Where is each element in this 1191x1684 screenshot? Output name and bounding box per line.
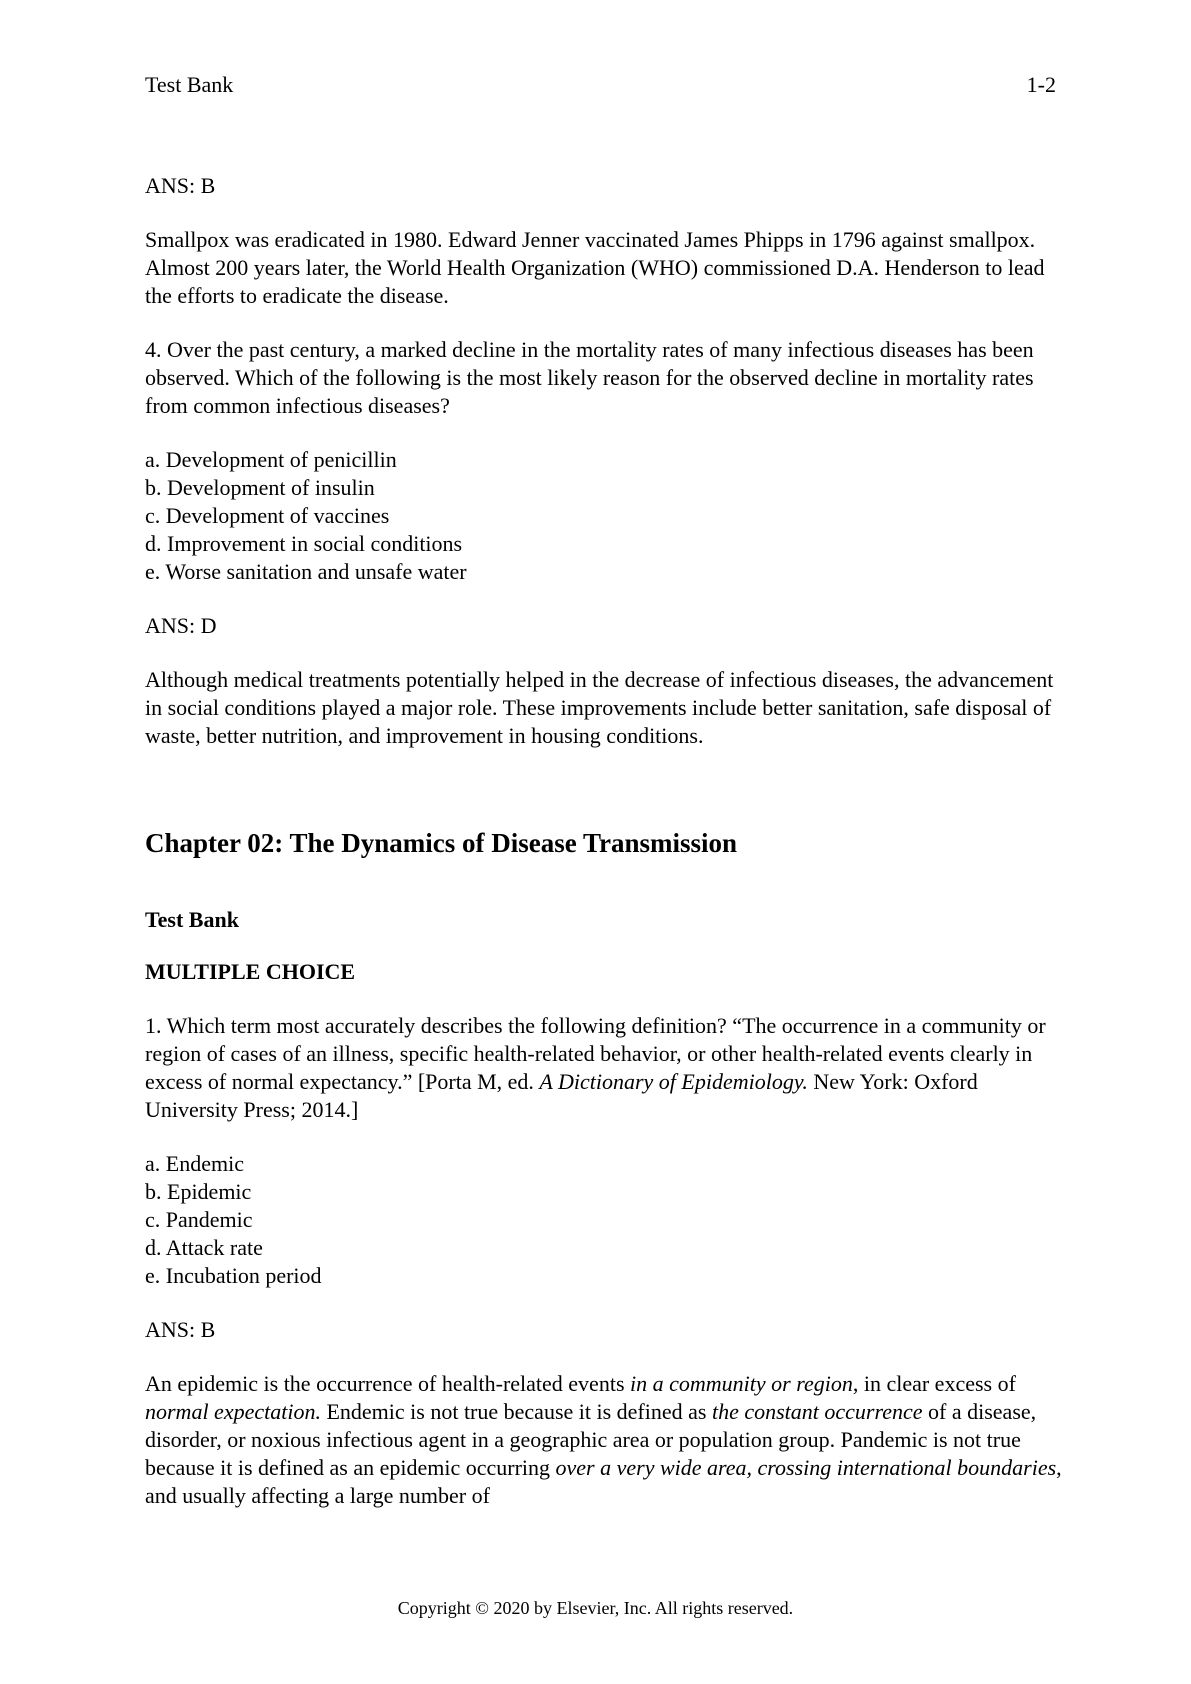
rationale-text: , and usually affecting a large number of [145,1455,1062,1508]
option-e: e. Incubation period [145,1263,322,1288]
rationale-q3: Smallpox was eradicated in 1980. Edward Jenner vaccinated James Phipps in 1796 against smallpox. Almost 200 years later, the World Health Organization (WHO) commissioned D.A. Henderson to lead the efforts to eradicate the disease. [145,227,1045,308]
question-1-stem-source: New York: Oxford University Press; 2014.] [145,1069,978,1122]
rationale-q1 [145,1370,1065,1510]
option-b: b. Epidemic [145,1179,252,1204]
option-d: d. Attack rate [145,1235,263,1260]
rationale-emphasis: the constant occurrence [711,1399,923,1424]
answer-q1: ANS: B [145,1317,216,1342]
answer-q4: ANS: D [145,613,217,638]
page-number: 1-2 [1026,72,1056,97]
question-4-stem: 4. Over the past century, a marked decline in the mortality rates of many infectious diseases has been observed. Which of the following is the most likely reason for the observed decline in mortality rates from common infectious diseases? [145,337,1034,418]
question-4-options [145,446,1065,586]
page-body [145,172,1065,1510]
option-a: a. Endemic [145,1151,244,1176]
rationale-emphasis: in a community or region [630,1371,853,1396]
question-1-options [145,1150,1065,1290]
question-1-stem-text: 1. Which term most accurately describes the following definition? “The occurrence in a community or region of cases of an illness, specific health-related behavior, or other health-related events clearly in excess of normal expectancy.” [Porta M, ed. [145,1013,1046,1094]
option-c: c. Development of vaccines [145,503,390,528]
question-1-stem [145,1012,1065,1124]
option-a: a. Development of penicillin [145,447,397,472]
option-c: c. Pandemic [145,1207,253,1232]
section-test-bank: Test Bank [145,907,239,932]
rationale-emphasis: over a very wide area, crossing international boundaries [555,1455,1057,1480]
rationale-emphasis: normal expectation. [145,1399,321,1424]
rationale-text: of a disease, disorder, or noxious infectious agent in a geographic area or population group. Pandemic is not true because it is defined as an epidemic occurring [145,1399,1037,1480]
rationale-text: , in clear excess of [852,1371,1016,1396]
option-b: b. Development of insulin [145,475,375,500]
rationale-q4: Although medical treatments potentially helped in the decrease of infectious diseases, the advancement in social conditions played a major role. These improvements include better sanitation, safe disposal of waste, better nutrition, and improvement in housing conditions. [145,667,1054,748]
rationale-text: Endemic is not true because it is defined as [320,1399,712,1424]
question-1-source-title: A Dictionary of Epidemiology. [539,1069,808,1094]
section-multiple-choice: MULTIPLE CHOICE [145,959,356,984]
option-e: e. Worse sanitation and unsafe water [145,559,467,584]
header-title: Test Bank [145,72,234,97]
option-d: d. Improvement in social conditions [145,531,463,556]
chapter-title: Chapter 02: The Dynamics of Disease Transmission [145,828,738,858]
answer-q3: ANS: B [145,173,216,198]
rationale-text: An epidemic is the occurrence of health-related events [145,1371,630,1396]
copyright-footer: Copyright © 2020 by Elsevier, Inc. All rights reserved. [397,1598,794,1618]
